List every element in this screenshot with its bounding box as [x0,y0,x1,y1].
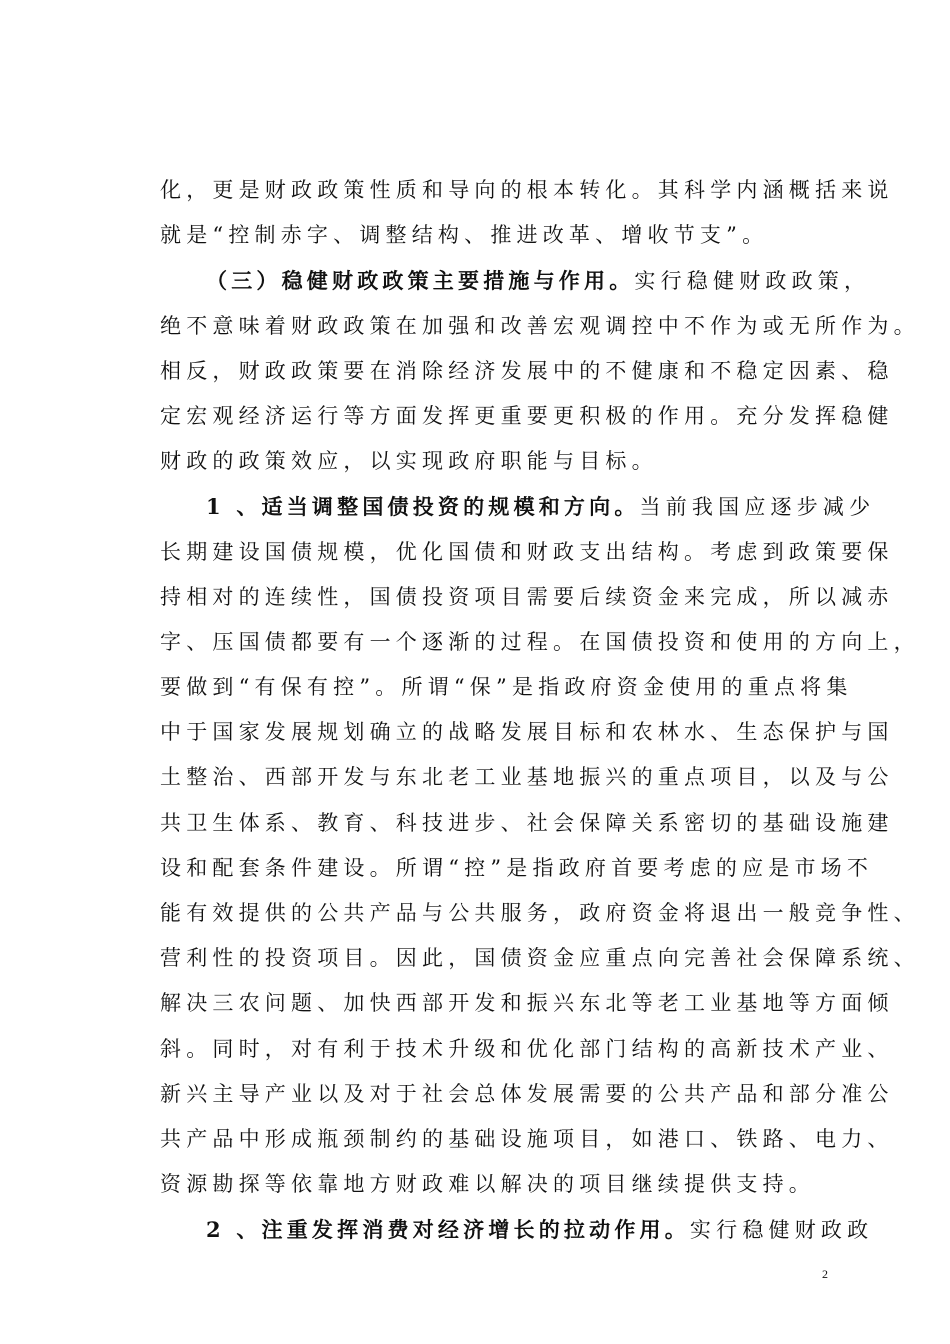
section-three-heading-line [160,258,871,303]
text-line-20: 斜。同时，对有利于技术升级和优化部门结构的高新技术产业、 [160,1036,894,1061]
text-line-13: 中于国家发展规划确立的战略发展目标和农林水、生态保护与国 [160,720,894,745]
item-one-intro: 当前我国应逐步减少 [639,495,876,520]
document-body [160,168,920,1253]
section-three-intro: 实行稳健财政政策， [634,269,871,294]
text-line-5: 相反，财政政策要在消除经济发展中的不健康和不稳定因素、稳 [160,358,894,383]
item-two-intro: 实行稳健财政政 [689,1218,874,1243]
text-line-9: 长期建设国债规模，优化国债和财政支出结构。考虑到政策要保 [160,539,894,564]
text-line-6: 定宏观经济运行等方面发挥更重要更积极的作用。充分发挥稳健 [160,403,894,428]
text-line-21: 新兴主导产业以及对于社会总体发展需要的公共产品和部分准公 [160,1081,894,1106]
text-line-18: 营利性的投资项目。因此，国债资金应重点向完善社会保障系统、 [160,946,920,971]
text-line-7: 财政的政策效应，以实现政府职能与目标。 [160,449,658,474]
text-line-12: 要做到“有保有控”。所谓“保”是指政府资金使用的重点将集 [160,675,853,700]
item-one-heading: 1 、适当调整国债投资的规模和方向。 [206,494,640,520]
item-two-heading-line [160,1207,874,1252]
text-line-22: 共产品中形成瓶颈制约的基础设施项目，如港口、铁路、电力、 [160,1126,894,1151]
text-line-15: 共卫生体系、教育、科技进步、社会保障关系密切的基础设施建 [160,810,894,835]
text-line-17: 能有效提供的公共产品与公共服务，政府资金将退出一般竞争性、 [160,901,920,925]
text-line-19: 解决三农问题、加快西部开发和振兴东北等老工业基地等方面倾 [160,991,894,1016]
text-line-4: 绝不意味着财政政策在加强和改善宏观调控中不作为或无所作为。 [160,313,920,338]
text-line-14: 土整治、西部开发与东北老工业基地振兴的重点项目，以及与公 [160,765,894,790]
text-line-23: 资源勘探等依靠地方财政难以解决的项目继续提供支持。 [160,1172,815,1197]
section-three-heading: （三）稳健财政政策主要措施与作用。 [206,268,635,294]
text-line-2: 就是“控制赤字、调整结构、推进改革、增收节支”。 [160,223,769,248]
text-line-10: 持相对的连续性，国债投资项目需要后续资金来完成，所以减赤 [160,584,894,609]
page-number: 2 [822,1267,828,1281]
text-line-11: 字、压国债都要有一个逐渐的过程。在国债投资和使用的方向上， [160,629,920,654]
text-line-16: 设和配套条件建设。所谓“控”是指政府首要考虑的应是市场不 [160,855,874,880]
text-line-1: 化，更是财政政策性质和导向的根本转化。其科学内涵概括来说 [160,178,894,202]
item-one-heading-line [160,484,876,529]
item-two-heading: 2 、注重发挥消费对经济增长的拉动作用。 [206,1217,690,1243]
